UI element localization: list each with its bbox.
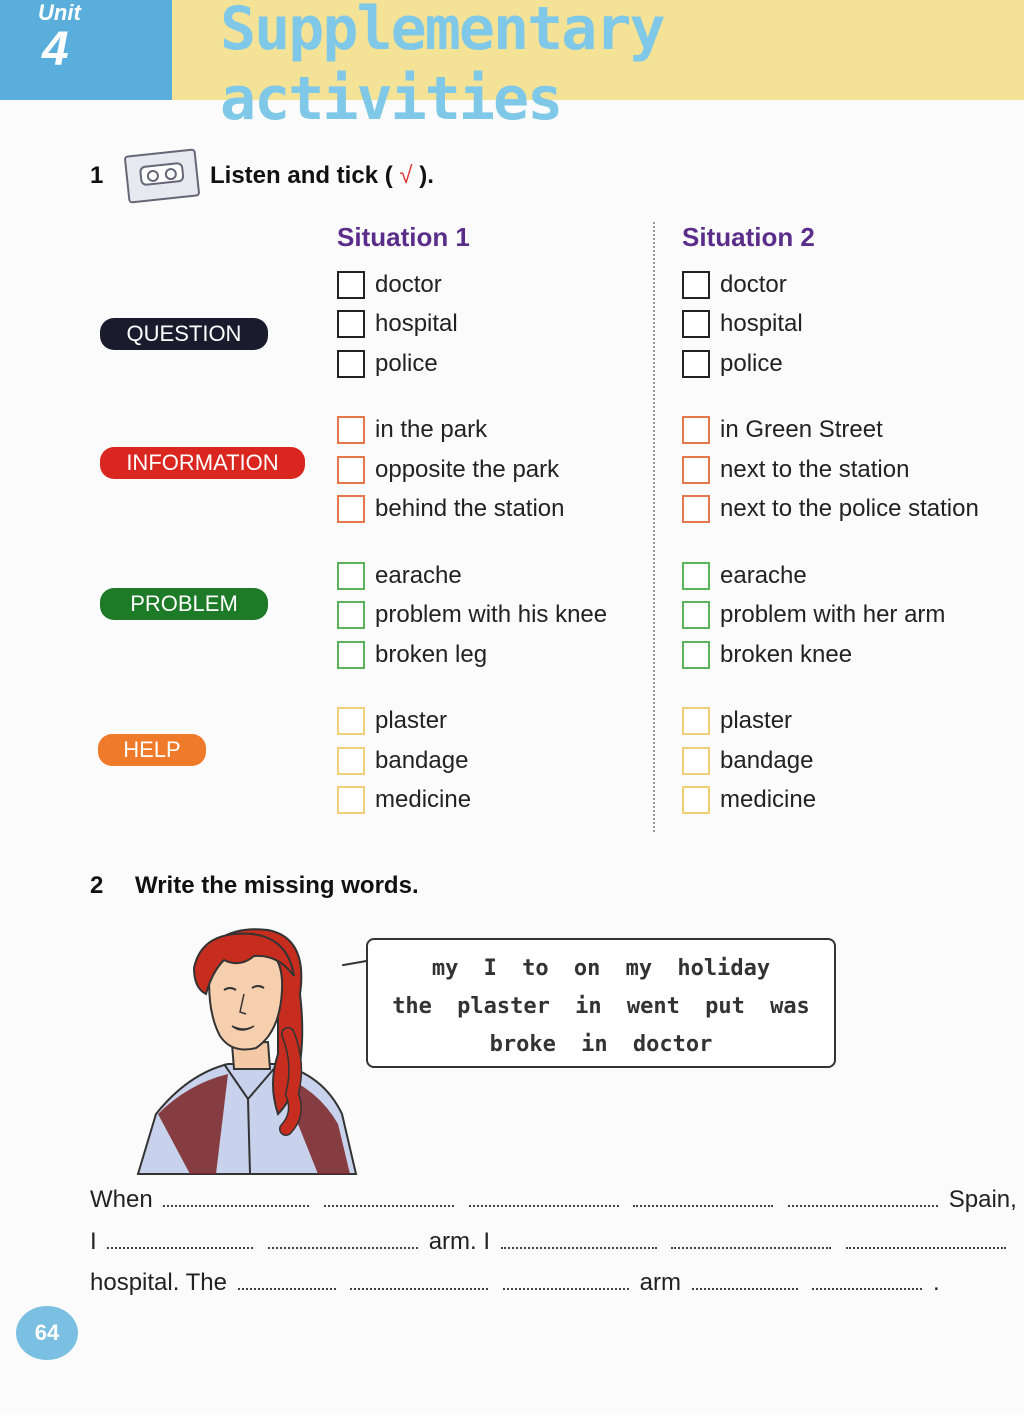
s1-information-option-2[interactable]: opposite the park — [337, 453, 559, 487]
blank[interactable] — [501, 1229, 657, 1249]
page-title: Supplementary activities — [220, 0, 664, 134]
checkbox[interactable] — [682, 416, 710, 444]
s2-question-option-3[interactable]: police — [682, 347, 783, 381]
information-stripe: INFORMATION — [100, 447, 305, 479]
s2-question-option-2[interactable]: hospital — [682, 307, 803, 341]
checkbox[interactable] — [337, 707, 365, 735]
checkbox[interactable] — [337, 310, 365, 338]
checkbox[interactable] — [682, 271, 710, 299]
s1-information-option-3[interactable]: behind the station — [337, 492, 564, 526]
s2-help-option-1[interactable]: plaster — [682, 704, 792, 738]
s1-problem-option-1[interactable]: earache — [337, 559, 462, 593]
checkbox[interactable] — [337, 495, 365, 523]
exercise-2-instruction: Write the missing words. — [135, 872, 419, 899]
s2-problem-option-1[interactable]: earache — [682, 559, 807, 593]
s2-help-option-2[interactable]: bandage — [682, 744, 813, 778]
s2-problem-option-3[interactable]: broken knee — [682, 638, 852, 672]
s2-information-option-3[interactable]: next to the police station — [682, 492, 979, 526]
unit-badge — [0, 0, 172, 100]
blank[interactable] — [788, 1187, 938, 1207]
blank[interactable] — [350, 1270, 488, 1290]
blank[interactable] — [671, 1229, 831, 1249]
blank[interactable] — [692, 1270, 798, 1290]
blank[interactable] — [503, 1270, 629, 1290]
checkbox[interactable] — [337, 416, 365, 444]
word-bank — [366, 938, 836, 1068]
exercise-1-number: 1 — [90, 162, 104, 189]
blank[interactable] — [238, 1270, 336, 1290]
s1-question-option-3[interactable]: police — [337, 347, 438, 381]
checkbox[interactable] — [337, 601, 365, 629]
checkbox[interactable] — [682, 747, 710, 775]
unit-label: Unit — [38, 0, 81, 25]
unit-number: 4 — [42, 23, 69, 76]
checkbox[interactable] — [682, 562, 710, 590]
blank[interactable] — [812, 1270, 922, 1290]
s1-help-option-1[interactable]: plaster — [337, 704, 447, 738]
sentence-line-2: I arm. I — [90, 1228, 1010, 1256]
girl-illustration — [128, 924, 360, 1176]
checkbox[interactable] — [682, 310, 710, 338]
word-bank-row-1: my I to on my holiday — [431, 956, 771, 981]
s1-question-option-1[interactable]: doctor — [337, 268, 442, 302]
checkbox[interactable] — [337, 747, 365, 775]
blank[interactable] — [846, 1229, 1006, 1249]
word-bank-row-3: broke in doctor — [489, 1032, 713, 1057]
exercise-2-number: 2 — [90, 872, 104, 899]
page-number: 64 — [16, 1306, 78, 1360]
exercise-1-instruction: Listen and tick ( √ ). — [210, 162, 434, 189]
s1-help-option-3[interactable]: medicine — [337, 783, 471, 817]
tick-mark-icon: √ — [399, 162, 413, 189]
problem-stripe: PROBLEM — [100, 588, 268, 620]
s2-help-option-3[interactable]: medicine — [682, 783, 816, 817]
s1-help-option-2[interactable]: bandage — [337, 744, 468, 778]
s1-problem-option-2[interactable]: problem with his knee — [337, 598, 607, 632]
checkbox[interactable] — [337, 786, 365, 814]
sentence-line-1: When Spain, — [90, 1186, 1017, 1213]
s2-information-option-1[interactable]: in Green Street — [682, 413, 883, 447]
s1-information-option-1[interactable]: in the park — [337, 413, 487, 447]
s2-problem-option-2[interactable]: problem with her arm — [682, 598, 945, 632]
checkbox[interactable] — [337, 350, 365, 378]
s1-problem-option-3[interactable]: broken leg — [337, 638, 487, 672]
cassette-icon — [124, 148, 201, 203]
checkbox[interactable] — [682, 601, 710, 629]
checkbox[interactable] — [682, 350, 710, 378]
s2-information-option-2[interactable]: next to the station — [682, 453, 909, 487]
help-stripe: HELP — [98, 734, 206, 766]
question-stripe: QUESTION — [100, 318, 268, 350]
checkbox[interactable] — [682, 786, 710, 814]
checkbox[interactable] — [337, 456, 365, 484]
blank[interactable] — [268, 1229, 418, 1249]
checkbox[interactable] — [682, 456, 710, 484]
checkbox[interactable] — [337, 271, 365, 299]
s1-question-option-2[interactable]: hospital — [337, 307, 458, 341]
blank[interactable] — [163, 1187, 309, 1207]
situation-2-heading: Situation 2 — [682, 222, 815, 252]
sentence-line-3: hospital. The arm . — [90, 1269, 940, 1296]
situation-1-heading: Situation 1 — [337, 222, 470, 252]
word-bank-row-2: the plaster in went put was — [392, 994, 810, 1019]
checkbox[interactable] — [337, 641, 365, 669]
checkbox[interactable] — [682, 641, 710, 669]
blank[interactable] — [469, 1187, 619, 1207]
checkbox[interactable] — [682, 495, 710, 523]
blank[interactable] — [107, 1229, 253, 1249]
blank[interactable] — [324, 1187, 454, 1207]
s2-question-option-1[interactable]: doctor — [682, 268, 787, 302]
blank[interactable] — [633, 1187, 773, 1207]
checkbox[interactable] — [337, 562, 365, 590]
checkbox[interactable] — [682, 707, 710, 735]
column-divider — [653, 222, 655, 832]
